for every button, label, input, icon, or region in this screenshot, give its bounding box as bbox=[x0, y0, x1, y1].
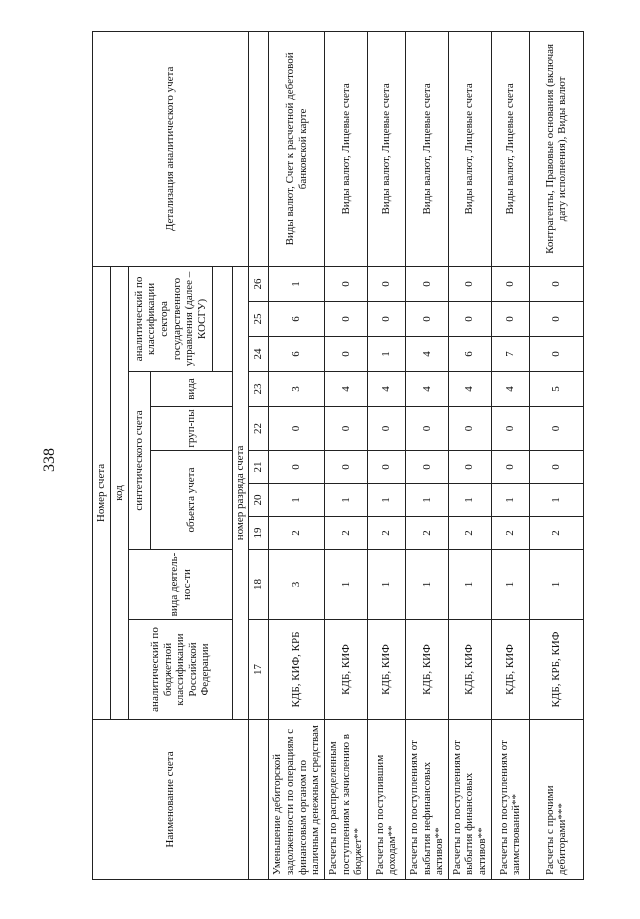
row-name: Расчеты по распределенным поступлениям к зачислению в бюджет** bbox=[325, 720, 368, 880]
row-detail: Виды валют, Лицевые счета bbox=[367, 31, 405, 266]
row-c24: 4 bbox=[405, 337, 448, 372]
header-analytical-budget: аналитический по бюджетной классификации Российской Федерации bbox=[129, 620, 233, 720]
row-c19: 2 bbox=[367, 517, 405, 550]
digit-21: 21 bbox=[249, 451, 269, 484]
header-synthetic: синтетического счета bbox=[129, 372, 151, 550]
row-c23: 4 bbox=[325, 372, 368, 407]
digit-24: 24 bbox=[249, 337, 269, 372]
header-object: объекта учета bbox=[151, 451, 233, 550]
row-c24: 7 bbox=[491, 337, 529, 372]
row-detail: Виды валют, Счет к расчетной дебетовой банковской карте bbox=[269, 31, 325, 266]
row-c21: 0 bbox=[367, 451, 405, 484]
table-row bbox=[405, 31, 448, 879]
row-c20: 1 bbox=[448, 484, 491, 517]
row-detail: Виды валют, Лицевые счета bbox=[325, 31, 368, 266]
digit-17: 17 bbox=[249, 620, 269, 720]
row-c19: 2 bbox=[529, 517, 583, 550]
row-budget: КДБ, КИФ bbox=[491, 620, 529, 720]
digit-number-row bbox=[249, 31, 269, 879]
row-c22: 0 bbox=[269, 407, 325, 451]
row-c24: 6 bbox=[448, 337, 491, 372]
row-c23: 5 bbox=[529, 372, 583, 407]
row-name: Расчеты с прочими дебиторами*** bbox=[529, 720, 583, 880]
row-c25: 0 bbox=[325, 302, 368, 337]
row-c24: 0 bbox=[325, 337, 368, 372]
row-c19: 2 bbox=[325, 517, 368, 550]
row-name: Расчеты по поступлениям от выбытия нефинансовых активов** bbox=[405, 720, 448, 880]
row-c21: 0 bbox=[405, 451, 448, 484]
row-c26: 0 bbox=[448, 266, 491, 301]
row-c22: 0 bbox=[367, 407, 405, 451]
row-c26: 1 bbox=[269, 266, 325, 301]
row-budget: КДБ, КРБ, КИФ bbox=[529, 620, 583, 720]
row-budget: КДБ, КИФ bbox=[405, 620, 448, 720]
row-c21: 0 bbox=[325, 451, 368, 484]
row-c23: 4 bbox=[367, 372, 405, 407]
header-detail: Детализация аналитического учета bbox=[93, 31, 249, 266]
row-c19: 2 bbox=[269, 517, 325, 550]
row-c25: 0 bbox=[367, 302, 405, 337]
row-detail: Виды валют, Лицевые счета bbox=[405, 31, 448, 266]
row-name: Расчеты по поступлениям от выбытия финансовых активов** bbox=[448, 720, 491, 880]
header-activity-type: вида деятель-нос-ти bbox=[129, 550, 233, 620]
digit-25: 25 bbox=[249, 302, 269, 337]
row-c23: 3 bbox=[269, 372, 325, 407]
row-detail: Контрагенты, Правовые основания (включая дату исполнения), Виды валют bbox=[529, 31, 583, 266]
table-row bbox=[269, 31, 325, 879]
digit-18: 18 bbox=[249, 550, 269, 620]
row-c18: 1 bbox=[325, 550, 368, 620]
header-code: код bbox=[111, 266, 129, 719]
row-c23: 4 bbox=[491, 372, 529, 407]
row-c22: 0 bbox=[448, 407, 491, 451]
kosgu-spacer bbox=[213, 266, 233, 371]
row-c22: 0 bbox=[491, 407, 529, 451]
row-c24: 0 bbox=[529, 337, 583, 372]
header-group: груп-пы bbox=[151, 407, 233, 451]
row-c18: 1 bbox=[405, 550, 448, 620]
digit-empty bbox=[249, 31, 269, 266]
row-c20: 1 bbox=[269, 484, 325, 517]
digit-19: 19 bbox=[249, 517, 269, 550]
row-c19: 2 bbox=[405, 517, 448, 550]
table-row bbox=[448, 31, 491, 879]
page-number: 338 bbox=[41, 448, 58, 472]
table-row bbox=[529, 31, 583, 879]
row-name: Расчеты по поступившим доходам** bbox=[367, 720, 405, 880]
row-budget: КДБ, КИФ bbox=[367, 620, 405, 720]
row-c23: 4 bbox=[448, 372, 491, 407]
row-c26: 0 bbox=[491, 266, 529, 301]
row-c18: 1 bbox=[367, 550, 405, 620]
header-account-number: Номер счета bbox=[93, 266, 111, 719]
row-c20: 1 bbox=[491, 484, 529, 517]
row-budget: КДБ, КИФ, КРБ bbox=[269, 620, 325, 720]
row-c24: 1 bbox=[367, 337, 405, 372]
row-c25: 0 bbox=[405, 302, 448, 337]
row-c21: 0 bbox=[491, 451, 529, 484]
row-detail: Виды валют, Лицевые счета bbox=[491, 31, 529, 266]
accounts-table bbox=[92, 31, 584, 880]
row-c22: 0 bbox=[325, 407, 368, 451]
row-c24: 6 bbox=[269, 337, 325, 372]
row-c18: 1 bbox=[448, 550, 491, 620]
row-c20: 1 bbox=[529, 484, 583, 517]
row-c20: 1 bbox=[367, 484, 405, 517]
row-c23: 4 bbox=[405, 372, 448, 407]
table-row bbox=[367, 31, 405, 879]
row-c18: 3 bbox=[269, 550, 325, 620]
row-c26: 0 bbox=[325, 266, 368, 301]
row-c19: 2 bbox=[491, 517, 529, 550]
header-kosgu: аналитический по классификации сектора государственного управления (далее – КОСГУ) bbox=[129, 266, 213, 371]
row-c21: 0 bbox=[269, 451, 325, 484]
digit-23: 23 bbox=[249, 372, 269, 407]
row-c25: 0 bbox=[448, 302, 491, 337]
header-name: Наименование счета bbox=[93, 720, 249, 880]
digit-empty bbox=[249, 720, 269, 880]
digit-20: 20 bbox=[249, 484, 269, 517]
row-c26: 0 bbox=[529, 266, 583, 301]
header-kind: вида bbox=[151, 372, 233, 407]
row-c21: 0 bbox=[529, 451, 583, 484]
table-row bbox=[491, 31, 529, 879]
row-c26: 0 bbox=[405, 266, 448, 301]
row-c25: 6 bbox=[269, 302, 325, 337]
row-name: Уменьшение дебиторской задолженности по операциям с финансовым органом по наличным денежным средствам bbox=[269, 720, 325, 880]
row-c25: 0 bbox=[491, 302, 529, 337]
row-c22: 0 bbox=[529, 407, 583, 451]
row-c18: 1 bbox=[529, 550, 583, 620]
header-row-1 bbox=[93, 31, 111, 879]
row-c21: 0 bbox=[448, 451, 491, 484]
row-c26: 0 bbox=[367, 266, 405, 301]
digit-22: 22 bbox=[249, 407, 269, 451]
digit-26: 26 bbox=[249, 266, 269, 301]
row-c25: 0 bbox=[529, 302, 583, 337]
row-budget: КДБ, КИФ bbox=[325, 620, 368, 720]
table-row bbox=[325, 31, 368, 879]
row-c19: 2 bbox=[448, 517, 491, 550]
row-name: Расчеты по поступлениям от заимствований** bbox=[491, 720, 529, 880]
row-c20: 1 bbox=[325, 484, 368, 517]
row-budget: КДБ, КИФ bbox=[448, 620, 491, 720]
row-c20: 1 bbox=[405, 484, 448, 517]
header-digit-number: номер разряда счета bbox=[233, 266, 249, 719]
rotated-table-wrapper bbox=[92, 32, 569, 880]
row-c22: 0 bbox=[405, 407, 448, 451]
row-c18: 1 bbox=[491, 550, 529, 620]
row-detail: Виды валют, Лицевые счета bbox=[448, 31, 491, 266]
